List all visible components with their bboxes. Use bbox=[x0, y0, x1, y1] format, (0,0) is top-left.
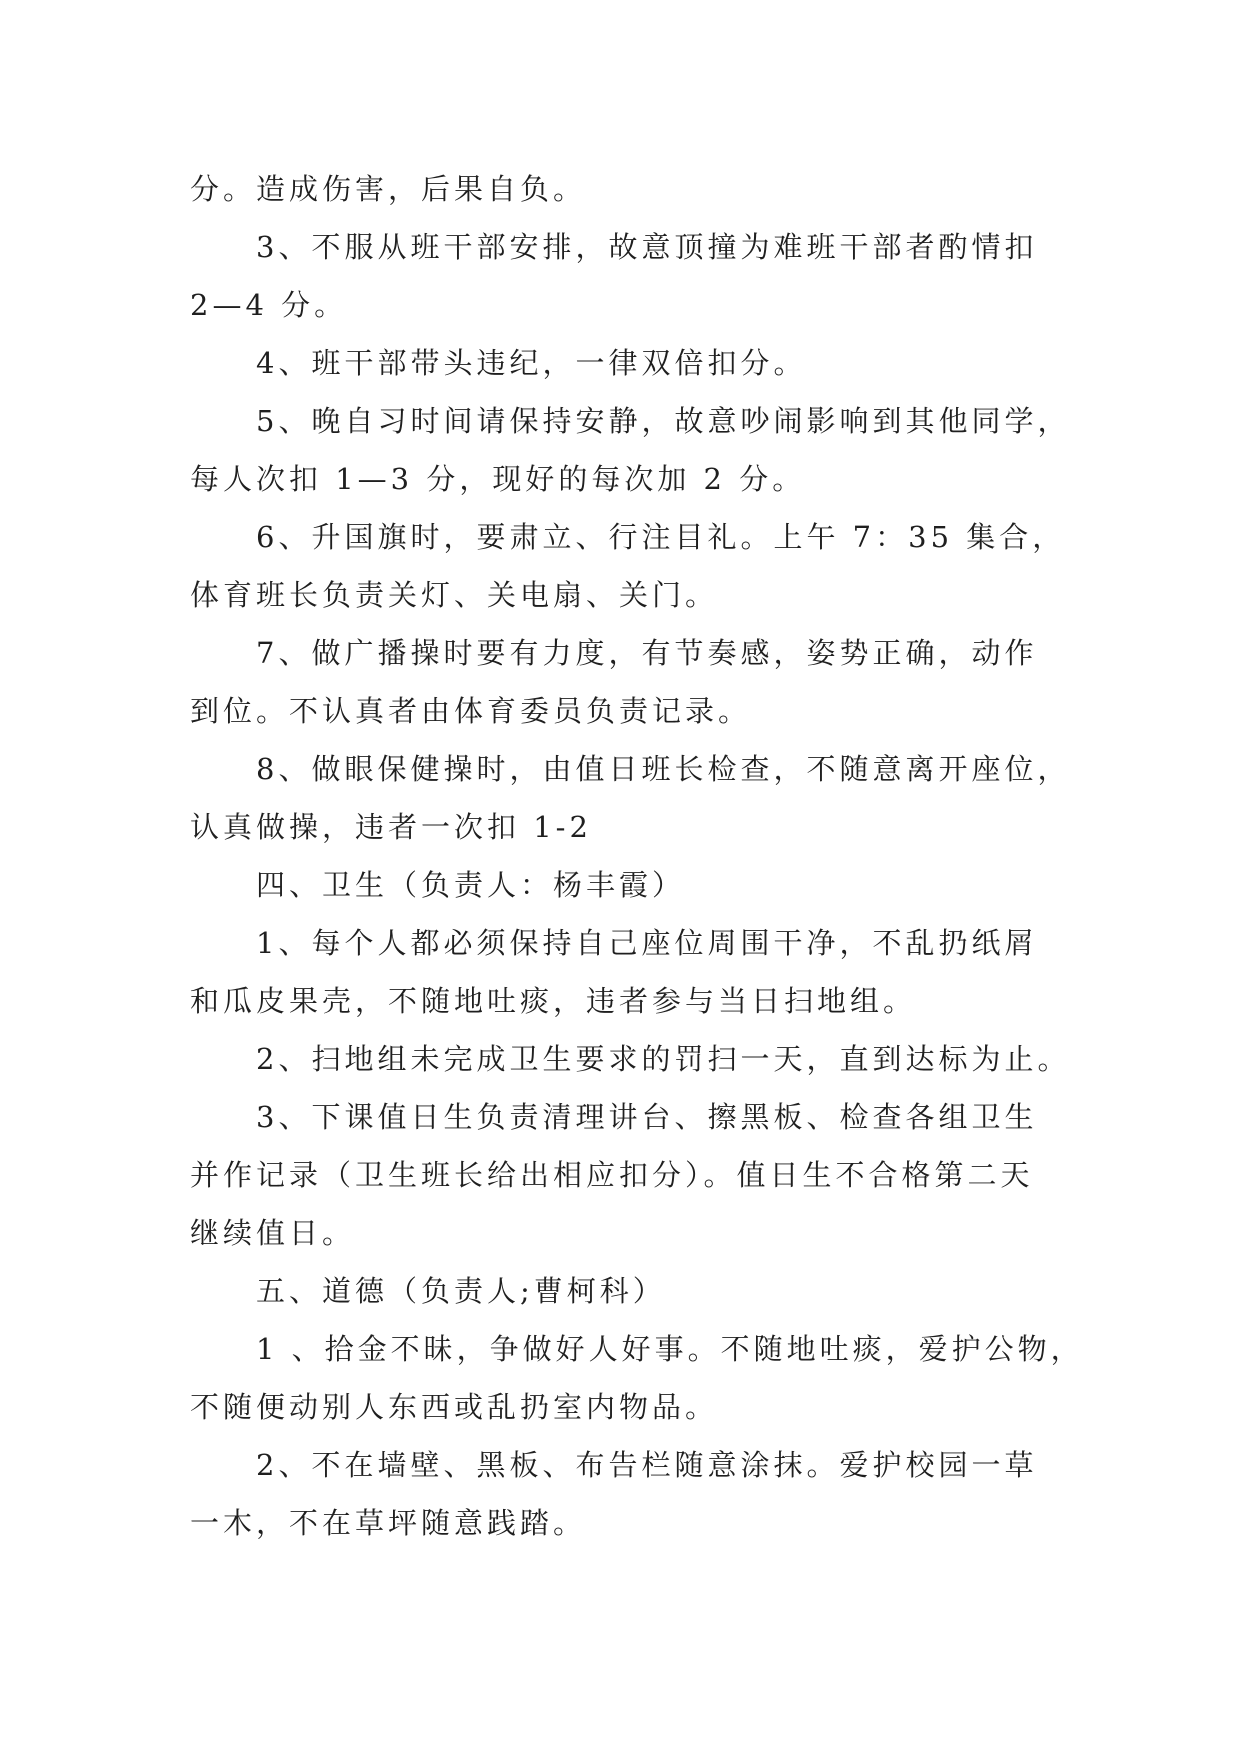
text-line: 1 、拾金不昧，争做好人好事。不随地吐痰，爱护公物， bbox=[256, 1332, 1084, 1366]
text-line: 5、晚自习时间请保持安静，故意吵闹影响到其他同学， bbox=[256, 404, 1071, 438]
text-line: 体育班长负责关灯、关电扇、关门。 bbox=[190, 578, 719, 612]
text-line: 四、卫生（负责人：杨丰霞） bbox=[256, 868, 686, 902]
text-line: 3、不服从班干部安排，故意顶撞为难班干部者酌情扣 bbox=[256, 230, 1038, 264]
text-line: 继续值日。 bbox=[190, 1216, 356, 1250]
text-line: 7、做广播操时要有力度，有节奏感，姿势正确，动作 bbox=[256, 636, 1038, 670]
document-body bbox=[190, 160, 1084, 1552]
text-line: 每人次扣 1—3 分，现好的每次加 2 分。 bbox=[190, 462, 806, 496]
text-line: 认真做操，违者一次扣 1-2 bbox=[190, 810, 592, 844]
text-line: 3、下课值日生负责清理讲台、擦黑板、检查各组卫生 bbox=[256, 1100, 1038, 1134]
text-line: 2、扫地组未完成卫生要求的罚扫一天，直到达标为止。 bbox=[256, 1042, 1071, 1076]
text-line: 和瓜皮果壳，不随地吐痰，违者参与当日扫地组。 bbox=[190, 984, 917, 1018]
text-line: 8、做眼保健操时，由值日班长检查，不随意离开座位， bbox=[256, 752, 1071, 786]
text-line: 2、不在墙壁、黑板、布告栏随意涂抹。爱护校园一草 bbox=[256, 1448, 1038, 1482]
text-line: 到位。不认真者由体育委员负责记录。 bbox=[190, 694, 752, 728]
text-line: 2—4 分。 bbox=[190, 288, 348, 322]
text-line: 1、每个人都必须保持自己座位周围干净，不乱扔纸屑 bbox=[256, 926, 1038, 960]
text-line: 分。造成伤害，后果自负。 bbox=[190, 172, 587, 206]
text-line: 4、班干部带头违纪，一律双倍扣分。 bbox=[256, 346, 807, 380]
text-line: 并作记录（卫生班长给出相应扣分）。值日生不合格第二天 bbox=[190, 1158, 1034, 1192]
text-line: 6、升国旗时，要肃立、行注目礼。上午 7：35 集合， bbox=[256, 520, 1066, 554]
text-line: 一木，不在草坪随意践踏。 bbox=[190, 1506, 587, 1540]
text-line: 五、道德（负责人;曹柯科） bbox=[256, 1274, 666, 1308]
text-line: 不随便动别人东西或乱扔室内物品。 bbox=[190, 1390, 719, 1424]
